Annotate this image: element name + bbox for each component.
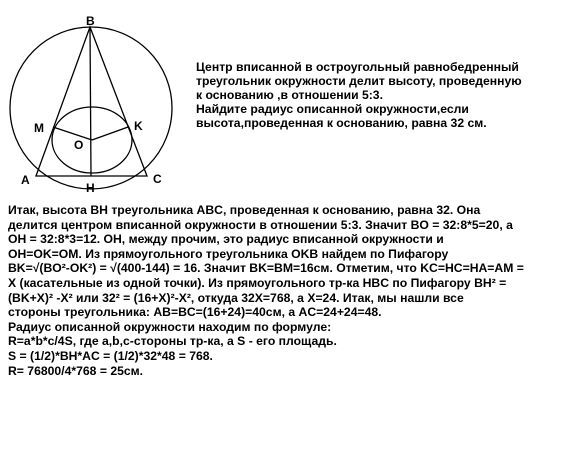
solution-line: Итак, высота BH треугольника ABC, проведенная к основанию, равна 32. Она bbox=[8, 203, 481, 217]
problem-line: Центр вписанной в остроугольный равнобедренный bbox=[196, 60, 519, 74]
label-h: H bbox=[86, 181, 95, 195]
altitude-bh bbox=[90, 27, 91, 176]
solution-line: BK=√(BO²-OK²) = √(400-144) = 16. Значит BK=BM=16см. Отметим, что KC=HC=HA=AM = bbox=[8, 261, 524, 276]
solution-text bbox=[8, 203, 563, 378]
radius-ok bbox=[92, 127, 128, 140]
problem-line: Найдите радиус описанной окружности,если bbox=[196, 102, 469, 116]
label-b: B bbox=[86, 14, 95, 28]
problem-line: высота,проведенная к основанию, равна 32 см. bbox=[196, 116, 487, 130]
label-c: C bbox=[153, 172, 162, 186]
solution-line: Радиус описанной окружности находим по формуле: bbox=[8, 319, 332, 334]
solution-line: X (касательные из одной точки). Из прямоугольного тр-ка HBC по Пифагору BH² = bbox=[8, 275, 507, 290]
solution-line: (BK+X)² -X² или 32² = (16+X)²-X², откуда 32X=768, а X=24. Итак, мы нашли все bbox=[8, 290, 464, 305]
solution-line: делится центром вписанной окружности в отношении 5:3. Значит BO = 32:8*5=20, а bbox=[8, 217, 513, 232]
label-a: A bbox=[21, 173, 30, 187]
problem-line: треугольник окружности делит высоту, проведенную bbox=[196, 74, 522, 88]
solution-line: R= 76800/4*768 = 25см. bbox=[8, 363, 144, 378]
label-m: M bbox=[34, 121, 44, 135]
label-o: O bbox=[74, 138, 84, 152]
radius-om bbox=[53, 127, 92, 140]
solution-line: стороны треугольника: AB=BC=(16+24)=40см, а AC=24+24=48. bbox=[8, 305, 382, 320]
problem-line: к основанию ,в отношении 5:3. bbox=[196, 88, 383, 102]
solution-line: OH=OK=OM. Из прямоугольного треугольника OKB найдем по Пифагору bbox=[8, 246, 449, 261]
label-k: K bbox=[134, 119, 143, 133]
solution-line: R=a*b*c/4S, где a,b,c-стороны тр-ка, а S - его площадь. bbox=[8, 334, 337, 349]
geometry-figure bbox=[0, 0, 195, 205]
solution-line: OH = 32:8*3=12. OH, между прочим, это радиус вписанной окружности и bbox=[8, 232, 444, 247]
problem-statement bbox=[196, 60, 561, 130]
solution-line: S = (1/2)*BH*AC = (1/2)*32*48 = 768. bbox=[8, 348, 213, 363]
